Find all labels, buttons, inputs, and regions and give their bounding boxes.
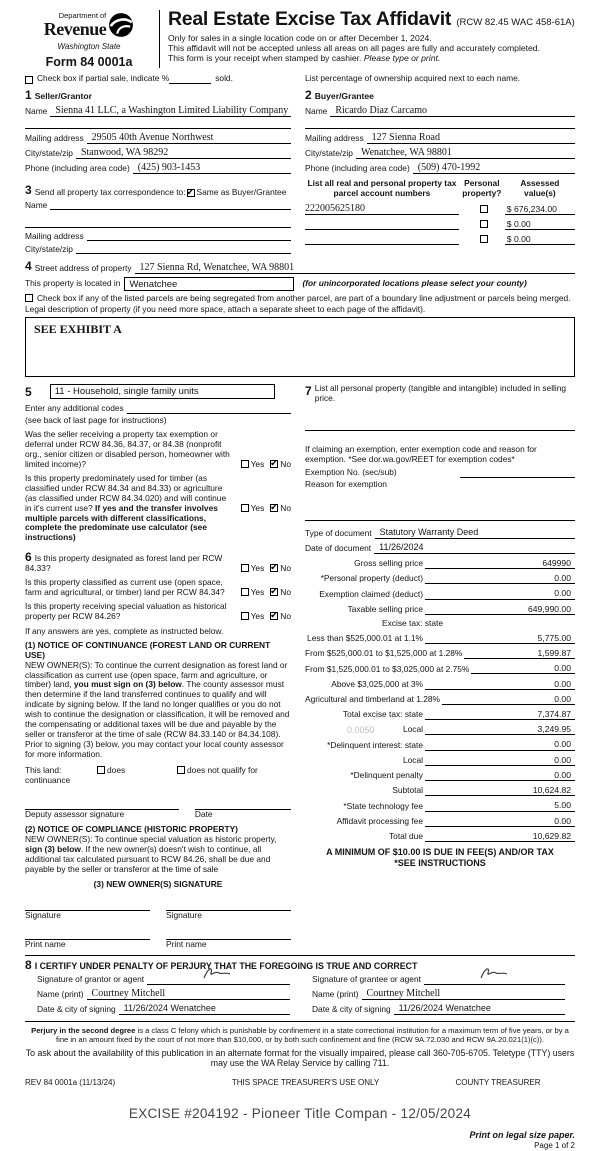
- grantee-signature-scribble: [478, 965, 512, 984]
- section-7-personal-property: [305, 384, 575, 404]
- section-2-heading: Buyer/Grantee: [314, 91, 374, 102]
- corr-name-label: Name: [25, 199, 48, 210]
- print-name-label: Print name: [25, 938, 66, 949]
- type-of-document-label: Type of document: [305, 528, 372, 538]
- grantee-name-input[interactable]: Courtney Mitchell: [362, 988, 565, 1000]
- page-number: Page 1 of 2: [534, 1141, 575, 1151]
- legal-description-text: SEE EXHIBIT A: [34, 322, 122, 337]
- section-5-use-code: [25, 384, 291, 399]
- corr-mailing-label: Mailing address: [25, 230, 84, 241]
- segregated-label: Check box if any of the listed parcels are being segregated from another parcel, are part of a boundary line adjustment or parcels being merged.: [37, 292, 571, 303]
- buyer-city-label: City/state/zip: [305, 148, 353, 159]
- buyer-mailing-input[interactable]: 127 Sienna Road: [367, 132, 575, 144]
- parcel-personal-checkbox[interactable]: [480, 205, 488, 213]
- grantee-name-label: Name (print): [312, 988, 359, 999]
- buyer-name2-input[interactable]: [305, 120, 575, 129]
- buyer-mailing-label: Mailing address: [305, 133, 364, 144]
- same-as-buyer-label: Same as Buyer/Grantee: [196, 186, 287, 197]
- exemption-no-label: Exemption No. (sec/sub): [305, 467, 397, 478]
- seller-city-label: City/state/zip: [25, 148, 73, 159]
- grantee-signature-line[interactable]: [424, 975, 565, 985]
- codes-instructions-note: (see back of last page for instructions): [25, 415, 167, 426]
- current-use-question: Is this property classified as current use (open space, farm and agricultural, or timber) land per RCW 84.34?: [25, 577, 225, 598]
- tax-row-label: Taxable selling price: [347, 603, 423, 614]
- q4-yes-no: Yes ✔ No: [235, 588, 291, 598]
- q3-yes-no: Yes ✔ No: [235, 564, 291, 574]
- tax-row-label: Above $3,025,000 at 3%: [331, 678, 423, 689]
- deputy-assessor-signature-line[interactable]: [25, 798, 179, 810]
- section-1-heading: Seller/Grantor: [34, 91, 92, 102]
- buyer-phone-label: Phone (including area code): [305, 163, 410, 174]
- tax-row-label: From $1,525,000.01 to $3,025,000 at 2.75%: [305, 663, 470, 674]
- tax-row-label: Agricultural and timberland at 1.28%: [305, 694, 441, 705]
- tax-row-value[interactable]: 0.00: [471, 663, 575, 674]
- legal-description-label: Legal description of property (if you need more space, attach a separate sheet to each page of the affidavit).: [25, 304, 426, 315]
- subtitle-3: This form is your receipt when stamped by cashier. Please type or print.: [168, 52, 441, 63]
- grantor-signature-line[interactable]: [147, 975, 290, 985]
- excise-tax-state-heading: Excise tax: state: [382, 617, 443, 628]
- type-or-print-note: Please type or print.: [363, 52, 441, 63]
- tax-row-value[interactable]: 5,775.00: [425, 633, 575, 644]
- corr-city-label: City/state/zip: [25, 243, 73, 254]
- tax-row-label: *State technology fee: [343, 800, 423, 811]
- section-2-buyer: [300, 88, 575, 254]
- reason-exemption-label: Reason for exemption: [305, 479, 387, 489]
- seller-mailing-input[interactable]: 29505 40th Avenue Northwest: [87, 132, 291, 144]
- assessed-value-input[interactable]: $ 676,234.00: [505, 204, 575, 215]
- county-treasurer-label: COUNTY TREASURER: [455, 1078, 541, 1088]
- seller-name2-input[interactable]: [25, 120, 291, 129]
- buyer-name-input[interactable]: Ricardo Diaz Carcamo: [330, 105, 575, 117]
- q5-yes-checkbox[interactable]: [241, 612, 249, 620]
- q1-yes-no: Yes ✔ No: [235, 460, 291, 470]
- corr-name-input[interactable]: [50, 200, 291, 210]
- tax-row-value[interactable]: 5.00: [425, 800, 575, 811]
- q3-yes-checkbox[interactable]: [241, 564, 249, 572]
- subtitle-1: Only for sales in a single location code on or after December 1, 2024.: [168, 32, 432, 43]
- ownership-percentage-note: List percentage of ownership acquired next to each name.: [305, 73, 521, 84]
- date-of-document-input[interactable]: 11/26/2024: [374, 542, 575, 554]
- sold-label: sold.: [215, 73, 233, 84]
- q3-no-checkbox[interactable]: [270, 564, 278, 572]
- new-owner-signature-line-1[interactable]: [25, 899, 150, 911]
- located-in-label: This property is located in: [25, 277, 121, 288]
- signature-label: Signature: [166, 909, 202, 920]
- perjury-notice: Perjury in the second degree is a class C felony which is punishable by confinement in a state correctional institution for a maximum term of five years, or by a fine in an amount fixed by the court of not more than $10,000, or by both such confinement and fine (RCW 9A.72.030 and RCW 9A.20.021(1)(c)).: [31, 1025, 569, 1044]
- section-3-number: 3: [25, 183, 32, 198]
- q4-no-checkbox[interactable]: [270, 588, 278, 596]
- rcw-code: (RCW 82.45 WAC 458-61A): [456, 17, 575, 28]
- seller-name-label: Name: [25, 106, 48, 117]
- parcel-table-header: [305, 179, 575, 199]
- dor-logo: [25, 8, 153, 70]
- additional-codes-label: Enter any additional codes: [25, 403, 124, 414]
- local-rate-watermark: 0.0050: [347, 724, 375, 735]
- section-3-correspondence: [25, 183, 291, 197]
- additional-codes-input[interactable]: [127, 404, 291, 414]
- this-land-label: This land: continuance: [25, 764, 71, 785]
- does-not-checkbox[interactable]: [177, 766, 185, 774]
- type-of-document-input[interactable]: Statutory Warranty Deed: [375, 527, 575, 539]
- tax-row-value[interactable]: 10,624.82: [425, 785, 575, 796]
- deputy-assessor-label: Deputy assessor signature: [25, 808, 125, 819]
- tax-row-label: Subtotal: [392, 785, 423, 796]
- street-address-label: Street address of property: [34, 262, 132, 273]
- q2-yes-no: Yes ✔ No: [235, 504, 291, 514]
- grantor-sig-label: Signature of grantor or agent: [37, 973, 145, 984]
- new-owner-signature-line-2[interactable]: [166, 899, 291, 911]
- timber-agriculture-question: Is this property predominately used for timber (as classified under RCW 84.34 and 84.33) or agriculture (as classified under RCW 84.34.020) and will continue in it's current use? If yes and the transfer involves multiple parcels with different classifications, complete the predominate use calculator (see instructions): [25, 472, 227, 543]
- exemption-no-input[interactable]: [460, 468, 575, 478]
- new-owners-signature-title: (3) NEW OWNER(S) SIGNATURE: [93, 878, 223, 889]
- q5-yes-no: Yes ✔ No: [235, 612, 291, 622]
- q1-no-checkbox[interactable]: [270, 460, 278, 468]
- parcel-number-input[interactable]: [305, 219, 459, 230]
- dept-of-label: Department of: [58, 11, 107, 20]
- tax-row-label: Affidavit processing fee: [336, 815, 423, 826]
- parcel-number-input[interactable]: 222005625180: [305, 203, 459, 215]
- minimum-due-note: A MINIMUM OF $10.00 IS DUE IN FEE(S) AND/OR TAX *SEE INSTRUCTIONS: [326, 847, 554, 869]
- assessed-value-input[interactable]: $ 0.00: [505, 219, 575, 230]
- segregated-checkbox[interactable]: [25, 294, 33, 302]
- exemption-note: If claiming an exemption, enter exemption code and reason for exemption. *See dor.wa.gov/REET for exemption codes*: [305, 444, 537, 465]
- grantee-date-label: Date & city of signing: [312, 1003, 391, 1014]
- print-legal-note: Print on legal size paper.: [469, 1129, 575, 1140]
- new-owner-print-line-2[interactable]: [166, 928, 291, 940]
- grantee-sig-label: Signature of grantee or agent: [312, 973, 421, 984]
- predominate-use-bold: If yes and the transfer involves multiple parcels with different classifications, complete the predominate use calculator (see instructions): [25, 502, 218, 543]
- tax-row-value[interactable]: 7,374.87: [425, 709, 575, 720]
- tax-row-value[interactable]: 0.00: [425, 739, 575, 750]
- section-1-seller: [25, 88, 300, 254]
- partial-percent-input[interactable]: [169, 74, 211, 84]
- parcel-number-input[interactable]: [305, 234, 459, 245]
- section-3-label: Send all property tax correspondence to:: [34, 186, 186, 197]
- personal-property-input[interactable]: [305, 422, 575, 431]
- legal-description-box[interactable]: [25, 317, 575, 377]
- tax-row-label: Total due: [389, 831, 423, 842]
- tax-row-value[interactable]: 0.00: [425, 816, 575, 827]
- notice-continuance-body: NEW OWNER(S): To continue the current designation as forest land or classification as current use (open space, farm and agriculture, or timber) land, you must sign on (3) below. The county assessor must then determine if the land transferred continues to qualify and will indicate by signing below. If the land no longer qualifies or you do not wish to continue the designation or classification, it will be removed and the compensating or additional taxes will be due and payable by the seller or transferor at the time of sale (RCW 84.33.140 or 84.34.108). Prior to signing (3) below, you may contact your local county assessor for more information.: [25, 659, 290, 759]
- tax-row-value[interactable]: 10,629.82: [425, 831, 575, 842]
- exemption-deferral-question: Was the seller receiving a property tax exemption or deferral under RCW 84.36, 84.37, or 84.38 (nonprofit org., senior citizen or disabled person, homeowner with limited income)?: [25, 429, 230, 469]
- does-checkbox[interactable]: [97, 766, 105, 774]
- assessed-value-input[interactable]: $ 0.00: [505, 234, 575, 245]
- q5-no-checkbox[interactable]: [270, 612, 278, 620]
- county-select[interactable]: Wenatchee: [124, 277, 294, 291]
- q1-yes-checkbox[interactable]: [241, 460, 249, 468]
- form-number: Form 84 0001a: [45, 55, 133, 70]
- rev-form-number: REV 84 0001a (11/13/24): [25, 1078, 116, 1088]
- answers-yes-note: If any answers are yes, complete as instructed below.: [25, 625, 224, 636]
- tax-row-value[interactable]: 0.00: [425, 755, 575, 766]
- grantor-date-input[interactable]: 11/26/2024 Wenatchee: [119, 1003, 290, 1015]
- seller-name-input[interactable]: Sienna 41 LLC, a Washington Limited Liability Company: [50, 105, 291, 117]
- deputy-date-line[interactable]: [195, 798, 291, 810]
- revenue-wordmark: Revenue: [43, 18, 107, 39]
- q4-yes-checkbox[interactable]: [241, 588, 249, 596]
- corr-city-input[interactable]: [76, 244, 291, 254]
- parcel-row: [305, 203, 575, 215]
- treasurer-space-label: THIS SPACE TREASURER'S USE ONLY: [231, 1078, 380, 1088]
- seller-mailing-label: Mailing address: [25, 133, 84, 144]
- notice-continuance-title: (1) NOTICE OF CONTINUANCE (FOREST LAND OR CURRENT USE): [25, 639, 271, 660]
- tax-row-value[interactable]: 649,990.00: [425, 604, 575, 615]
- tax-row-value[interactable]: 3,249.95: [425, 724, 575, 735]
- section-8-divider: [25, 955, 575, 956]
- land-use-code-select[interactable]: 11 - Household, single family units: [50, 384, 275, 399]
- seller-phone-input[interactable]: (425) 903-1453: [133, 162, 291, 174]
- buyer-phone-input[interactable]: (509) 470-1992: [413, 162, 575, 174]
- tax-row-label: Exemption claimed (deduct): [319, 588, 423, 599]
- section-7-number: 7: [305, 384, 312, 399]
- parcel-personal-checkbox[interactable]: [480, 235, 488, 243]
- dor-swirl-icon: [108, 12, 134, 41]
- tax-row-value[interactable]: 0.00: [425, 679, 575, 690]
- alternate-format-notice: To ask about the availability of this publication in an alternate format for the visually impaired, please call 360-705-6705. Teletype (TTY) users may use the WA Relay Service by calling 711.: [25, 1048, 575, 1069]
- notice-compliance-title: (2) NOTICE OF COMPLIANCE (HISTORIC PROPERTY): [25, 824, 238, 835]
- tax-row-label: *Personal property (deduct): [320, 573, 423, 584]
- grantor-date-label: Date & city of signing: [37, 1003, 116, 1014]
- signature-label: Signature: [25, 909, 61, 920]
- tax-row-label: *Delinquent interest: state: [327, 739, 423, 750]
- does-label: does: [107, 764, 126, 775]
- partial-sale-label: Check box if partial sale, indicate %: [37, 73, 170, 84]
- section-1-number: 1: [25, 88, 32, 103]
- corr-name2-input[interactable]: [25, 219, 291, 228]
- section-4-property: [25, 259, 575, 377]
- section-7-label: List all personal property (tangible and intangible) included in selling price.: [314, 383, 567, 404]
- washington-state-label: Washington State: [57, 41, 121, 51]
- buyer-name-label: Name: [305, 106, 328, 117]
- tax-row-value[interactable]: 0.00: [442, 694, 575, 705]
- subtitle-2: This affidavit will not be accepted unless all areas on all pages are fully and accurately completed.: [168, 42, 540, 53]
- land-qualify-row: [25, 766, 291, 786]
- section-4-number: 4: [25, 259, 32, 274]
- footer-divider: [25, 1021, 575, 1022]
- corr-mailing-input[interactable]: [87, 231, 291, 241]
- notice-compliance-body: NEW OWNER(S): To continue special valuation as historic property, sign (3) below. If the new owner(s) doesn't wish to continue, all additional tax calculated pursuant to RCW 84.26, shall be due and payable by the seller or transferor at the time of sale: [25, 834, 277, 875]
- does-not-label: does not qualify for: [187, 764, 258, 775]
- tax-row-label: Local: [402, 724, 423, 735]
- parcel-row: [305, 234, 575, 245]
- assessed-value-header: Assessed value(s): [520, 178, 560, 199]
- street-address-input[interactable]: 127 Sienna Rd, Wenatchee, WA 98801: [135, 262, 575, 274]
- excise-stamp: EXCISE #204192 - Pioneer Title Compan - 12/05/2024: [128, 1105, 472, 1121]
- grantor-name-input[interactable]: Courtney Mitchell: [87, 988, 290, 1000]
- historical-valuation-question: Is this property receiving special valuation as historical property per RCW 84.26?: [25, 601, 227, 622]
- print-name-label: Print name: [166, 938, 207, 949]
- deputy-date-label: Date: [194, 808, 213, 819]
- seller-phone-label: Phone (including area code): [25, 163, 130, 174]
- tax-row-value[interactable]: 0.00: [425, 573, 575, 584]
- tax-row-label: *Delinquent penalty: [350, 770, 423, 781]
- header-divider: [159, 10, 160, 68]
- tax-row-label: Less than $525,000.01 at 1.1%: [307, 633, 423, 644]
- buyer-city-input[interactable]: Wenatchee, WA 98801: [356, 147, 575, 159]
- tax-row-label: Gross selling price: [354, 558, 423, 569]
- partial-sale-checkbox[interactable]: [25, 76, 33, 84]
- section-5-number: 5: [25, 384, 32, 399]
- tax-row-value[interactable]: 649990: [425, 558, 575, 569]
- header: [25, 8, 575, 70]
- tax-row-value[interactable]: 0.00: [425, 770, 575, 781]
- seller-city-input[interactable]: Stanwood, WA 98292: [76, 147, 291, 159]
- certify-statement: I CERTIFY UNDER PENALTY OF PERJURY THAT THE FOREGOING IS TRUE AND CORRECT: [34, 960, 418, 971]
- tax-row-label: Total excise tax: state: [342, 709, 423, 720]
- page-title: Real Estate Excise Tax Affidavit: [168, 8, 452, 30]
- q2-no-checkbox[interactable]: [270, 504, 278, 512]
- parcel-numbers-header: List all real and personal property tax parcel account numbers: [307, 178, 457, 199]
- grantor-signature-scribble: [201, 965, 235, 984]
- parcel-personal-checkbox[interactable]: [480, 220, 488, 228]
- date-of-document-label: Date of document: [305, 543, 372, 553]
- forest-land-question: 6 Is this property designated as forest land per RCW 84.33?: [25, 550, 223, 574]
- grantee-date-input[interactable]: 11/26/2024 Wenatchee: [394, 1003, 565, 1015]
- q2-yes-checkbox[interactable]: [241, 504, 249, 512]
- tax-row-label: Local: [402, 754, 423, 765]
- reason-exemption-input[interactable]: [305, 512, 575, 521]
- tax-row-value[interactable]: 1,599.87: [464, 648, 575, 659]
- same-as-buyer-checkbox[interactable]: [187, 189, 195, 197]
- section-2-number: 2: [305, 88, 312, 103]
- parcel-row: [305, 219, 575, 230]
- tax-row-value[interactable]: 0.00: [425, 588, 575, 599]
- personal-property-header: Personal property?: [462, 178, 502, 199]
- grantor-name-label: Name (print): [37, 988, 84, 999]
- tax-row-label: From $525,000.01 to $1,525,000 at 1.28%: [305, 648, 463, 659]
- section-8-number: 8: [25, 957, 32, 972]
- new-owner-print-line-1[interactable]: [25, 928, 150, 940]
- county-note: (for unincorporated locations please select your county): [302, 277, 527, 288]
